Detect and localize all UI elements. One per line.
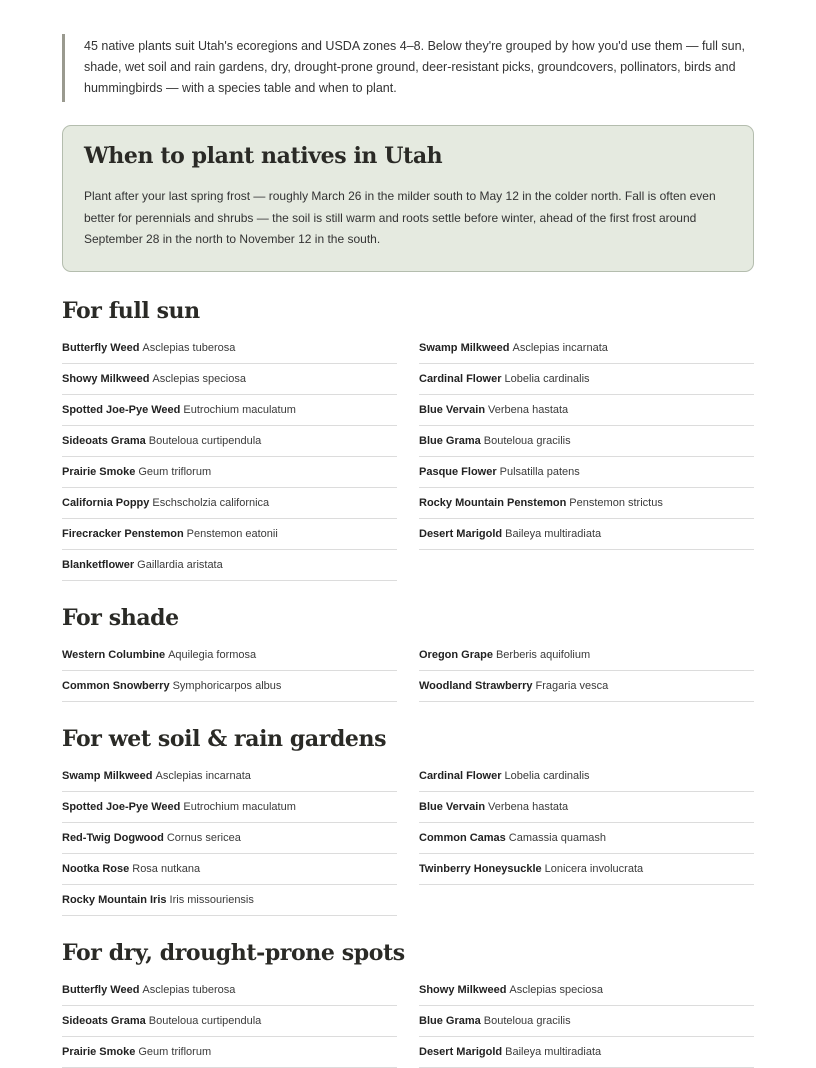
plant-list-item <box>419 671 754 702</box>
plant-list-item <box>419 519 754 550</box>
plant-scientific-name: Baileya multiradiata <box>505 1045 602 1058</box>
plant-common-name: Twinberry Honeysuckle <box>419 862 542 875</box>
plant-common-name: Blue Vervain <box>419 403 486 416</box>
plant-common-name: Rocky Mountain Penstemon <box>419 496 567 509</box>
plant-scientific-name: Asclepias tuberosa <box>142 341 236 354</box>
plant-list <box>62 975 754 1068</box>
plant-scientific-name: Penstemon strictus <box>569 496 663 509</box>
plant-list-item <box>419 1037 754 1068</box>
plant-common-name: Prairie Smoke <box>62 1045 136 1058</box>
plant-common-name: Pasque Flower <box>419 465 497 478</box>
plant-scientific-name: Rosa nutkana <box>132 862 201 875</box>
plant-list-item <box>62 395 397 426</box>
plant-common-name: Nootka Rose <box>62 862 130 875</box>
plant-list-item <box>62 488 397 519</box>
plant-scientific-name: Lobelia cardinalis <box>504 372 590 385</box>
plant-list-item <box>62 550 397 581</box>
plant-scientific-name: Cornus sericea <box>166 831 241 844</box>
plant-list-item <box>62 640 397 671</box>
plant-common-name: Rocky Mountain Iris <box>62 893 167 906</box>
plant-scientific-name: Asclepias tuberosa <box>142 983 236 996</box>
plant-common-name: Sideoats Grama <box>62 434 146 447</box>
plant-list-item <box>419 488 754 519</box>
plant-scientific-name: Bouteloua gracilis <box>483 1014 571 1027</box>
plant-list-item <box>419 1006 754 1037</box>
plant-common-name: Spotted Joe-Pye Weed <box>62 800 181 813</box>
plant-scientific-name: Eutrochium maculatum <box>183 403 296 416</box>
section-dry-spots <box>62 937 754 1068</box>
plant-list-item <box>419 792 754 823</box>
section-heading: For dry, drought-prone spots <box>62 939 405 966</box>
plant-scientific-name: Baileya multiradiata <box>505 527 602 540</box>
plant-scientific-name: Lonicera involucrata <box>544 862 644 875</box>
plant-list <box>62 761 754 916</box>
plant-list-item <box>62 671 397 702</box>
plant-list-item <box>62 792 397 823</box>
plant-scientific-name: Fragaria vesca <box>535 679 609 692</box>
plant-common-name: Butterfly Weed <box>62 341 140 354</box>
section-heading: For shade <box>62 604 179 631</box>
plant-scientific-name: Penstemon eatonii <box>186 527 278 540</box>
plant-scientific-name: Gaillardia aristata <box>137 558 223 571</box>
section-heading: For wet soil & rain gardens <box>62 725 387 752</box>
plant-list-item <box>62 426 397 457</box>
plant-common-name: Common Camas <box>419 831 506 844</box>
plant-scientific-name: Geum triflorum <box>138 465 212 478</box>
plant-scientific-name: Aquilegia formosa <box>168 648 257 661</box>
plant-list-item <box>419 457 754 488</box>
plant-common-name: Oregon Grape <box>419 648 493 661</box>
when-to-plant-text: Plant after your last spring frost — roughly March 26 in the milder south to May 12 in the colder north. Fall is often even better for perennials and shrubs — the soil is still warm and roots settle before winter, ahead of the first frost around September 28 in the north to November 12 in the south. <box>84 189 716 246</box>
plant-list-item <box>62 1037 397 1068</box>
plant-common-name: Common Snowberry <box>62 679 170 692</box>
plant-list-item <box>62 519 397 550</box>
plant-common-name: Swamp Milkweed <box>62 769 153 782</box>
plant-common-name: Blue Grama <box>419 1014 481 1027</box>
plant-common-name: Prairie Smoke <box>62 465 136 478</box>
when-to-plant-callout <box>62 125 754 272</box>
plant-common-name: Western Columbine <box>62 648 166 661</box>
plant-scientific-name: Bouteloua curtipendula <box>148 434 262 447</box>
plant-list-item <box>62 854 397 885</box>
plant-common-name: Cardinal Flower <box>419 372 502 385</box>
plant-scientific-name: Bouteloua curtipendula <box>148 1014 262 1027</box>
plant-scientific-name: Asclepias speciosa <box>152 372 246 385</box>
plant-scientific-name: Symphoricarpos albus <box>172 679 282 692</box>
intro-summary <box>62 34 754 102</box>
plant-list-item <box>419 823 754 854</box>
plant-common-name: Showy Milkweed <box>419 983 507 996</box>
plant-list-item <box>62 761 397 792</box>
plant-common-name: Showy Milkweed <box>62 372 150 385</box>
plant-common-name: California Poppy <box>62 496 150 509</box>
plant-common-name: Swamp Milkweed <box>419 341 510 354</box>
plant-scientific-name: Camassia quamash <box>508 831 607 844</box>
plant-list-item <box>62 823 397 854</box>
plant-common-name: Sideoats Grama <box>62 1014 146 1027</box>
plant-list-item <box>419 395 754 426</box>
article-content <box>62 0 754 1068</box>
plant-list <box>62 333 754 581</box>
plant-scientific-name: Pulsatilla patens <box>499 465 580 478</box>
plant-scientific-name: Lobelia cardinalis <box>504 769 590 782</box>
plant-scientific-name: Bouteloua gracilis <box>483 434 571 447</box>
plant-scientific-name: Asclepias incarnata <box>155 769 251 782</box>
plant-list <box>62 640 754 702</box>
plant-list-item <box>419 761 754 792</box>
plant-common-name: Red-Twig Dogwood <box>62 831 164 844</box>
plant-common-name: Desert Marigold <box>419 1045 503 1058</box>
section-shade <box>62 602 754 702</box>
plant-list-item <box>62 364 397 395</box>
plant-scientific-name: Iris missouriensis <box>169 893 254 906</box>
plant-scientific-name: Geum triflorum <box>138 1045 212 1058</box>
plant-list-item <box>62 1006 397 1037</box>
section-full-sun <box>62 295 754 581</box>
plant-list-item <box>62 457 397 488</box>
plant-common-name: Desert Marigold <box>419 527 503 540</box>
when-to-plant-heading: When to plant natives in Utah <box>84 143 443 169</box>
intro-text: 45 native plants suit Utah's ecoregions and USDA zones 4–8. Below they're grouped by how you'd use them — full sun, shade, wet soil and rain gardens, dry, drought-prone ground, deer-resistant picks, groundcovers, pollinators, birds and hummingbirds — with a species table and when to plant. <box>84 39 746 95</box>
plant-common-name: Woodland Strawberry <box>419 679 533 692</box>
plant-list-item <box>62 885 397 916</box>
plant-scientific-name: Verbena hastata <box>488 403 569 416</box>
plant-list-item <box>419 333 754 364</box>
plant-scientific-name: Verbena hastata <box>488 800 569 813</box>
plant-scientific-name: Eschscholzia californica <box>152 496 270 509</box>
plant-list-item <box>419 364 754 395</box>
plant-list-item <box>419 975 754 1006</box>
plant-common-name: Spotted Joe-Pye Weed <box>62 403 181 416</box>
plant-scientific-name: Asclepias speciosa <box>509 983 603 996</box>
plant-common-name: Blue Vervain <box>419 800 486 813</box>
plant-list-item <box>62 975 397 1006</box>
plant-list-item <box>62 333 397 364</box>
plant-common-name: Butterfly Weed <box>62 983 140 996</box>
plant-common-name: Firecracker Penstemon <box>62 527 184 540</box>
plant-scientific-name: Berberis aquifolium <box>495 648 591 661</box>
plant-scientific-name: Eutrochium maculatum <box>183 800 296 813</box>
plant-list-item <box>419 640 754 671</box>
plant-common-name: Blanketflower <box>62 558 135 571</box>
plant-common-name: Blue Grama <box>419 434 481 447</box>
plant-list-item <box>419 426 754 457</box>
section-wet-soil <box>62 723 754 916</box>
plant-scientific-name: Asclepias incarnata <box>512 341 608 354</box>
plant-common-name: Cardinal Flower <box>419 769 502 782</box>
section-heading: For full sun <box>62 297 200 324</box>
plant-list-item <box>419 854 754 885</box>
